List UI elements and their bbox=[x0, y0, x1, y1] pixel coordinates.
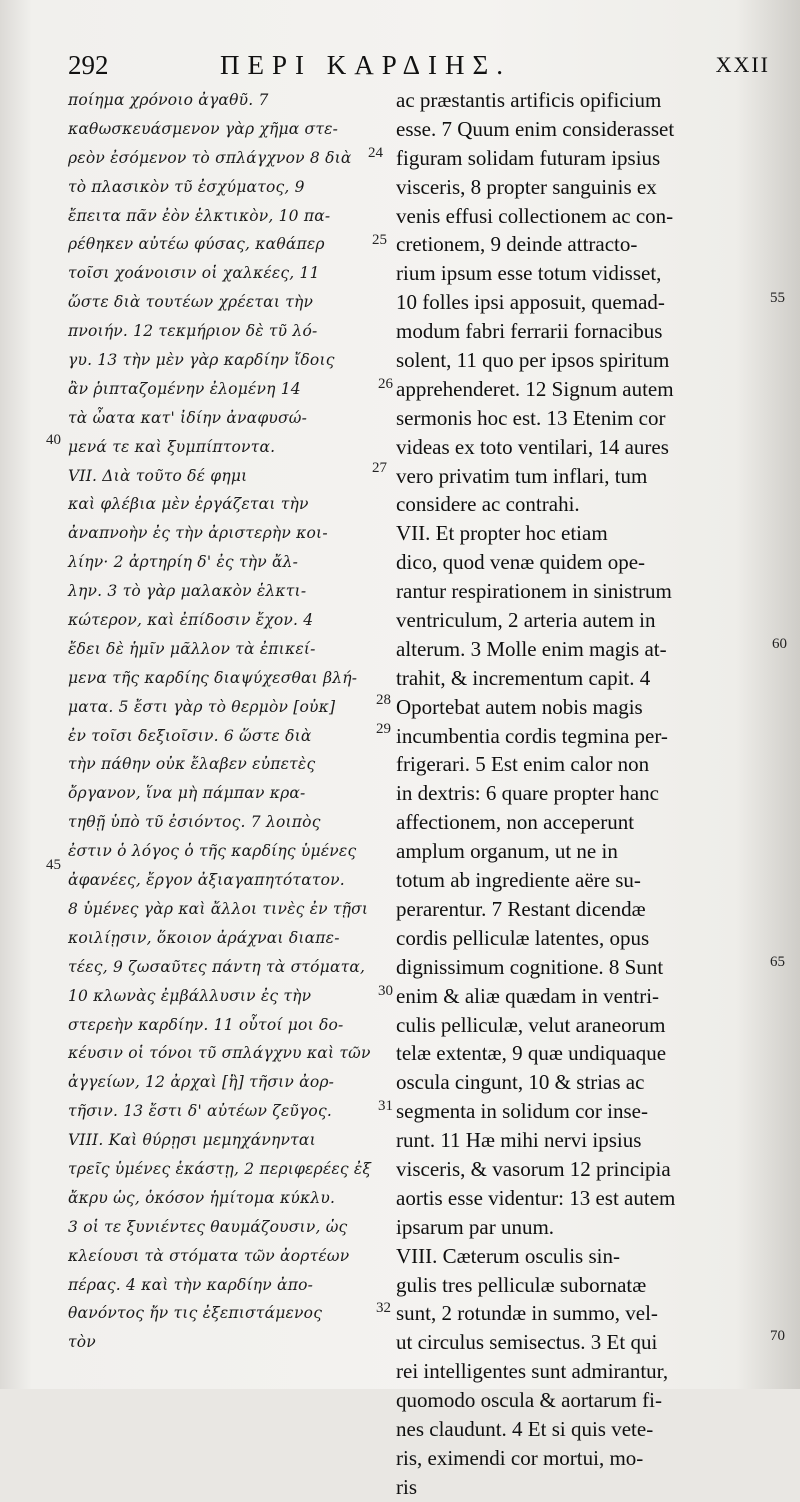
greek-text-line: VII. Διὰ τοῦτο δέ φημι bbox=[68, 466, 248, 485]
latin-text-line: ipsarum par unum. bbox=[396, 1214, 555, 1239]
greek-text-line: ἂν ῥιπταζομένην ἐλομένη 14 bbox=[68, 379, 301, 398]
latin-text-line: solent, 11 quo per ipsos spiritum bbox=[396, 348, 670, 373]
running-title: ΠΕΡΙ ΚΑΡΔΙΗΣ. bbox=[220, 50, 511, 80]
greek-text-line: τέες, 9 ζωσαῦτες πάντη τὰ στόματα, bbox=[68, 957, 366, 976]
latin-text-line: totum ab ingrediente aëre su- bbox=[396, 868, 641, 893]
latin-text-line: VIII. Cæterum osculis sin- bbox=[396, 1243, 620, 1268]
margin-number: 55 bbox=[770, 290, 785, 306]
latin-text-line: segmenta in solidum cor inse- bbox=[396, 1099, 648, 1124]
greek-text-line: 3 οἱ τε ξυνιέντες θαυμάζουσιν, ὡς bbox=[68, 1217, 348, 1236]
latin-text-line: venis effusi collectionem ac con- bbox=[396, 203, 674, 228]
latin-text-line: rantur respirationem in sinistrum bbox=[396, 579, 672, 604]
latin-text-line: ris bbox=[396, 1474, 417, 1499]
greek-text-line: τὴν πάθην οὐκ ἔλαβεν εὐπετὲς bbox=[68, 755, 316, 774]
greek-text-line: ἐστιν ὁ λόγος ὁ τῆς καρδίης ὑμένες bbox=[68, 842, 357, 861]
greek-text-line: λην. 3 τὸ γὰρ μαλακὸν ἑλκτι- bbox=[68, 582, 307, 601]
latin-text-line: sunt, 2 rotundæ in summo, vel- bbox=[396, 1301, 658, 1326]
greek-text-line: ἀναπνοὴν ἐς τὴν ἀριστερὴν κοι- bbox=[68, 524, 328, 543]
latin-text-line: trahit, & incrementum capit. 4 bbox=[396, 665, 651, 690]
latin-text-line: visceris, & vasorum 12 principia bbox=[396, 1156, 671, 1181]
latin-text-line: cretionem, 9 deinde attracto- bbox=[396, 232, 638, 257]
greek-text-line: κέυσιν οἱ τόνοι τῦ σπλάγχνυ καὶ τῶν bbox=[68, 1044, 371, 1063]
greek-text-line: ἔπειτα πᾶν ἐὸν ἑλκτικὸν, 10 πα- bbox=[68, 206, 331, 225]
latin-text-line: aortis esse videntur: 13 est autem bbox=[396, 1185, 676, 1210]
latin-text-line: affectionem, non acceperunt bbox=[396, 810, 635, 835]
margin-number: 45 bbox=[46, 857, 61, 873]
latin-text-line: in dextris: 6 quare propter hanc bbox=[396, 781, 659, 806]
greek-text-line: ἐν τοῖσι δεξιοῖσιν. 6 ὥστε διὰ bbox=[68, 726, 312, 745]
margin-number: 30 bbox=[378, 983, 393, 999]
latin-text-line: esse. 7 Quum enim considerasset bbox=[396, 116, 675, 141]
margin-number: 29 bbox=[376, 721, 391, 737]
greek-text-line: τρεῖς ὑμένες ἑκάστῃ, 2 περιφερέες ἐξ bbox=[68, 1159, 372, 1178]
latin-text-line: VII. Et propter hoc etiam bbox=[396, 521, 608, 546]
greek-text-line: λίην· 2 ἀρτηρίη δ' ἐς τὴν ἄλ- bbox=[68, 553, 299, 572]
greek-text-line: ἀγγείων, 12 ἀρχαὶ [ἢ] τῆσιν ἀορ- bbox=[68, 1073, 335, 1092]
margin-number: 40 bbox=[46, 432, 61, 448]
latin-text-line: nes claudunt. 4 Et si quis vete- bbox=[396, 1416, 654, 1441]
latin-text-line: enim & aliæ quædam in ventri- bbox=[396, 983, 660, 1008]
greek-text-line: μενά τε καὶ ξυμπίπτοντα. bbox=[68, 437, 276, 456]
latin-text-line: figuram solidam futuram ipsius bbox=[396, 145, 661, 170]
margin-number: 24 bbox=[368, 145, 383, 161]
latin-text-line: ventriculum, 2 arteria autem in bbox=[396, 608, 656, 633]
greek-text-column bbox=[68, 86, 386, 1357]
latin-text-line: rium ipsum esse totum vidisset, bbox=[396, 261, 662, 286]
margin-number: 32 bbox=[376, 1300, 391, 1316]
latin-text-line: rei intelligentes sunt admirantur, bbox=[396, 1359, 669, 1384]
margin-number: 31 bbox=[378, 1098, 393, 1114]
greek-text-line: μενα τῆς καρδίης διαψύχεσθαι βλή- bbox=[68, 668, 358, 687]
greek-text-line: καὶ φλέβια μὲν ἐργάζεται τὴν bbox=[68, 495, 309, 514]
latin-text-line: alterum. 3 Molle enim magis at- bbox=[396, 636, 667, 661]
greek-text-line: στερεὴν καρδίην. 11 οὗτοί μοι δο- bbox=[68, 1015, 344, 1034]
signature-mark: XXII bbox=[715, 52, 770, 77]
latin-text-line: telæ extentæ, 9 quæ undiquaque bbox=[396, 1041, 667, 1066]
latin-text-line: amplum organum, ut ne in bbox=[396, 839, 618, 864]
latin-text-line: videas ex toto ventilari, 14 aures bbox=[396, 434, 669, 459]
greek-text-line: τηθῇ ὑπὸ τῦ ἐσιόντος. 7 λοιπὸς bbox=[68, 813, 321, 832]
greek-text-line: ἔδει δὲ ἡμῖν μᾶλλον τὰ ἐπικεί- bbox=[68, 639, 316, 658]
greek-text-line: 10 κλωνὰς ἐμβάλλυσιν ἐς τὴν bbox=[68, 986, 312, 1005]
latin-text-line: vero privatim tum inflari, tum bbox=[396, 463, 648, 488]
latin-text-line: dignissimum cognitione. 8 Sunt bbox=[396, 954, 664, 979]
latin-text-line: 10 folles ipsi apposuit, quemad- bbox=[396, 290, 665, 315]
greek-text-line: ἀφανέες, ἔργον ἀξιαγαπητότατον. bbox=[68, 871, 345, 890]
latin-text-column bbox=[396, 86, 786, 1502]
latin-text-line: visceris, 8 propter sanguinis ex bbox=[396, 174, 657, 199]
latin-text-line: ris, eximendi cor mortui, mo- bbox=[396, 1445, 644, 1470]
latin-text-line: culis pelliculæ, velut araneorum bbox=[396, 1012, 666, 1037]
greek-text-line: καθωσκευάσμενον γὰρ χῆμα στε- bbox=[68, 119, 339, 138]
greek-text-line: τοῖσι χοάνοισιν οἱ χαλκέες, 11 bbox=[68, 264, 320, 283]
margin-number: 70 bbox=[770, 1328, 785, 1344]
latin-text-line: gulis tres pelliculæ subornatæ bbox=[396, 1272, 647, 1297]
latin-text-line: ac præstantis artificis opificium bbox=[396, 88, 662, 112]
greek-text-line: τὸν bbox=[68, 1333, 96, 1352]
latin-text-line: sermonis hoc est. 13 Etenim cor bbox=[396, 405, 666, 430]
latin-text-line: perarentur. 7 Restant dicendæ bbox=[396, 896, 646, 921]
greek-text-line: VIII. Καὶ θύρῃσι μεμηχάνηνται bbox=[68, 1131, 316, 1150]
latin-text-line: oscula cingunt, 10 & strias ac bbox=[396, 1070, 645, 1095]
greek-text-line: ἄκρυ ὡς, ὁκόσον ἡμίτομα κύκλυ. bbox=[68, 1188, 336, 1207]
greek-text-line: πνοιήν. 12 τεκμήριον δὲ τῦ λό- bbox=[68, 322, 318, 341]
latin-text-line: ut circulus semisectus. 3 Et qui bbox=[396, 1330, 658, 1355]
latin-text-line: considere ac contrahi. bbox=[396, 492, 580, 517]
greek-text-line: ποίημα χρόνοιο ἀγαθῦ. 7 bbox=[68, 91, 269, 109]
latin-text-line: apprehenderet. 12 Signum autem bbox=[396, 376, 674, 401]
greek-text-line: πέρας. 4 καὶ τὴν καρδίην ἀπο- bbox=[68, 1275, 314, 1294]
latin-text-line: runt. 11 Hæ mihi nervi ipsius bbox=[396, 1128, 642, 1153]
greek-text-line: τὰ ὦατα κατ' ἰδίην ἀναφυσώ- bbox=[68, 408, 308, 427]
margin-number: 27 bbox=[372, 460, 387, 476]
greek-text-line: γυ. 13 τὴν μὲν γὰρ καρδίην ἴδοις bbox=[68, 351, 335, 370]
margin-number: 28 bbox=[376, 692, 391, 708]
latin-text-line: modum fabri ferrarii fornacibus bbox=[396, 319, 663, 344]
latin-text-line: frigerari. 5 Est enim calor non bbox=[396, 752, 650, 777]
greek-text-line: ρέθηκεν αὐτέω φύσας, καθάπερ bbox=[68, 235, 325, 254]
latin-text-line: Oportebat autem nobis magis bbox=[396, 694, 643, 719]
page-number: 292 bbox=[68, 50, 109, 80]
latin-text-line: cordis pelliculæ latentes, opus bbox=[396, 925, 650, 950]
margin-number: 65 bbox=[770, 954, 785, 970]
greek-text-line: τὸ πλασικὸν τῦ ἐσχύματος, 9 bbox=[68, 177, 305, 196]
latin-text-line: incumbentia cordis tegmina per- bbox=[396, 723, 668, 748]
greek-text-line: θανόντος ἤν τις ἐξεπιστάμενος bbox=[68, 1304, 323, 1323]
greek-text-line: ὄργανον, ἵνα μὴ πάμπαν κρα- bbox=[68, 784, 306, 803]
margin-number: 60 bbox=[772, 636, 787, 652]
greek-text-line: ὥστε διὰ τουτέων χρέεται τὴν bbox=[68, 293, 314, 312]
margin-number: 25 bbox=[372, 232, 387, 248]
show-through-smudge bbox=[120, 1360, 680, 1374]
greek-text-line: ρεὸν ἐσόμενον τὸ σπλάγχνον 8 διὰ bbox=[68, 148, 352, 167]
greek-text-line: κώτερον, καὶ ἐπίδοσιν ἔχον. 4 bbox=[68, 611, 314, 630]
greek-text-line: κοιλίῃσιν, ὅκοιον ἀράχναι διαπε- bbox=[68, 928, 340, 947]
greek-text-line: 8 ὑμένες γὰρ καὶ ἄλλοι τινὲς ἐν τῇσι bbox=[68, 899, 369, 918]
margin-number: 26 bbox=[378, 376, 393, 392]
greek-text-line: ματα. 5 ἔστι γὰρ τὸ θερμὸν [οὐκ] bbox=[68, 697, 336, 716]
latin-text-line: quomodo oscula & aortarum fi- bbox=[396, 1388, 662, 1413]
greek-text-line: κλείουσι τὰ στόματα τῶν ἀορτέων bbox=[68, 1246, 350, 1265]
page-header bbox=[60, 50, 780, 86]
latin-text-line: dico, quod venæ quidem ope- bbox=[396, 550, 646, 575]
greek-text-line: τῆσιν. 13 ἔστι δ' αὐτέων ζεῦγος. bbox=[68, 1102, 332, 1121]
